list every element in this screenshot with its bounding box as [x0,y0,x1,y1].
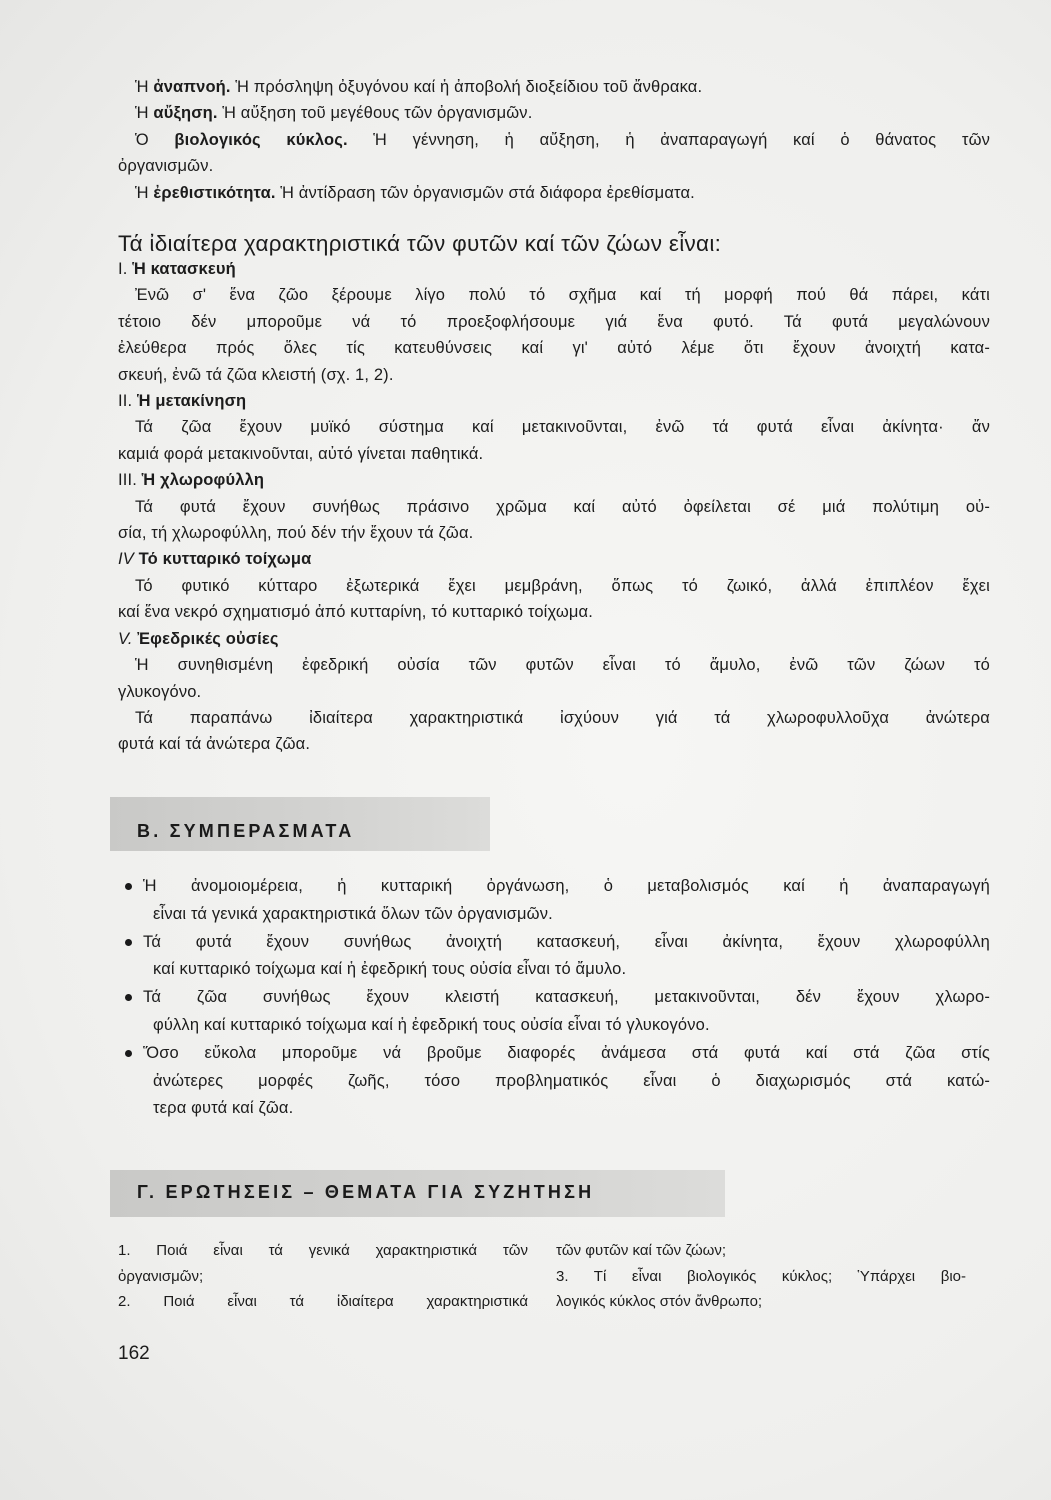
conclusions-list [118,873,990,1123]
bullet-continuation: τερα φυτά καί ζῶα. [153,1099,294,1118]
section-b-title: Β. ΣΥΜΠΕΡΑΣΜΑΤΑ [137,821,355,841]
characteristic-name: Ἡ χλωροφύλλη [141,471,265,490]
definitions [118,74,990,206]
conclusion-item [118,929,990,985]
characteristic-numeral: I. [118,260,128,278]
question-line: 1. Ποιά εἶναι τά γενικά χαρακτηριστικά τῶν [118,1242,528,1259]
characteristic-numeral: II. [118,392,133,411]
characteristic-numeral: V. [118,629,133,648]
paragraph-line: τέτοιο δέν μποροῦμε νά τό προεξοφλήσουμε γιά ἕνα φυτό. Τά φυτά μεγαλώνουν [118,312,990,331]
paragraph-line: γλυκογόνο. [118,682,202,701]
characteristic-title [118,256,990,282]
bullet-continuation: καί κυτταρικό τοίχωμα καί ἡ ἐφεδρική τους οὐσία εἶναι τό ἄμυλο. [153,960,627,979]
paragraph-line: Τά ζῶα ἔχουν μυϊκό σύστημα καί μετακινοῦνται, ἐνῶ τά φυτά εἶναι ἀκίνητα· ἄν [135,418,990,437]
paragraph-line: καμιά φορά μετακινοῦνται, αὐτό γίνεται παθητικά. [118,444,484,463]
paragraph-line: Τά φυτά ἔχουν συνήθως πράσινο χρῶμα καί αὐτό ὀφείλεται σέ μιά πολύτιμη οὐ- [135,497,990,516]
definition-prefix: Ἡ [135,183,154,202]
definition-term: ἀναπνοή. [153,78,231,96]
definition-line [118,100,990,126]
paragraph-line: Ἐνῶ σ' ἕνα ζῶο ξέρουμε λίγο πολύ τό σχῆμα καί τή μορφή πού θά πάρει, κάτι [135,286,990,305]
conclusion-item [118,873,990,929]
paragraph-line: Τό φυτικό κύτταρο ἐξωτερικά ἔχει μεμβράνη, ὅπως τό ζωικό, ἀλλά ἐπιπλέον ἔχει [135,576,990,595]
bullet-line: Τά φυτά ἔχουν συνήθως ἀνοιχτή κατασκευή, εἶναι ἀκίνητα, ἔχουν χλωροφύλλη [118,929,990,957]
questions-left-column [118,1238,528,1315]
characteristic-title [118,546,990,572]
definition-text: Ἡ γέννηση, ἡ αὔξηση, ἡ ἀναπαραγωγή καί ὁ θάνατος τῶν [347,130,990,149]
questions-right-column [556,1238,966,1315]
characteristics-section [118,230,990,758]
paragraph-line: Τά παραπάνω ἰδιαίτερα χαρακτηριστικά ἰσχύουν γιά τά χλωροφυλλοῦχα ἀνώτερα [135,708,990,727]
conclusion-item [118,984,990,1040]
paragraph-line: ἐλεύθερα πρός ὅλες τίς κατευθύνσεις καί γι' αὐτό λέμε ὅτι ἔχουν ἀνοιχτή κατα- [118,339,990,358]
characteristic-title [118,388,990,414]
bullet-continuation: ἀνώτερες μορφές ζωῆς, τόσο προβληματικός εἶναι ὁ διαχωρισμός στά κατώ- [153,1071,990,1090]
question-line: τῶν φυτῶν καί τῶν ζώων; [556,1242,727,1259]
definition-text: Ἡ πρόσληψη ὀξυγόνου καί ἡ ἀποβολή διοξείδιου τοῦ ἄνθρακα. [230,78,703,96]
question-line: λογικός κύκλος στόν ἄνθρωπο; [556,1293,763,1310]
definition-prefix: Ὁ [135,130,175,149]
paragraph-line: σκευή, ἐνῶ τά ζῶα κλειστή (σχ. 1, 2). [118,365,394,384]
characteristic-name: Ἐφεδρικές οὐσίες [137,629,279,648]
section-b-header [110,797,490,851]
bullet-line: Ὅσο εὔκολα μποροῦμε νά βροῦμε διαφορές ἀνάμεσα στά φυτά καί στά ζῶα στίς [118,1040,990,1068]
definition-prefix: Ἡ [135,78,154,96]
characteristic-name: Ἡ μετακίνηση [136,392,247,411]
question-line: 2. Ποιά εἶναι τά ἰδιαίτερα χαρακτηριστικά [118,1293,528,1310]
definition-term: βιολογικός κύκλος. [174,130,348,149]
bullet-continuation: εἶναι τά γενικά χαρακτηριστικά ὅλων τῶν ὀργανισμῶν. [153,904,553,923]
definition-text: Ἡ αὔξηση τοῦ μεγέθους τῶν ὀργανισμῶν. [217,104,533,123]
characteristic-title [118,467,990,493]
definition-line [118,153,990,179]
definition-text: Ἡ ἀντίδραση τῶν ὀργανισμῶν στά διάφορα ἐρεθίσματα. [275,183,695,202]
paragraph-line: Ἡ συνηθισμένη ἐφεδρική οὐσία τῶν φυτῶν εἶναι τό ἄμυλο, ἐνῶ τῶν ζώων τό [135,656,990,675]
definition-text: ὀργανισμῶν. [118,157,214,176]
characteristic-numeral: IV [118,550,134,569]
conclusion-item [118,1040,990,1123]
bullet-continuation: φύλλη καί κυτταρικό τοίχωμα καί ἡ ἐφεδρική τους οὐσία εἶναι τό γλυκογόνο. [153,1015,710,1034]
section-c-title: Γ. ΕΡΩΤΗΣΕΙΣ – ΘΕΜΑΤΑ ΓΙΑ ΣΥΖΗΤΗΣΗ [137,1182,595,1202]
definition-term: αὔξηση. [153,104,218,123]
definition-line [118,74,990,100]
question-line: 3. Τί εἶναι βιολογικός κύκλος; Ὑπάρχει βιο- [556,1267,966,1285]
bullet-line: Τά ζῶα συνήθως ἔχουν κλειστή κατασκευή, μετακινοῦνται, δέν ἔχουν χλωρο- [118,984,990,1012]
characteristics-heading: Τά ἰδιαίτερα χαρακτηριστικά τῶν φυτῶν καί τῶν ζώων εἶναι: [118,231,722,256]
section-c-header [110,1170,725,1217]
paragraph-line: καί ἕνα νεκρό σχηματισμό ἀπό κυτταρίνη, τό κυτταρικό τοίχωμα. [118,603,593,622]
definition-prefix: Ἡ [135,104,154,123]
characteristic-name: Ἡ κατασκευή [132,260,236,278]
definition-line [118,180,990,206]
question-line: ὀργανισμῶν; [118,1267,204,1285]
definition-term: ἐρεθιστικότητα. [153,183,276,202]
bullet-line: Ἡ ἀνομοιομέρεια, ἡ κυτταρική ὀργάνωση, ὁ μεταβολισμός καί ἡ ἀναπαραγωγή [118,873,990,901]
characteristic-numeral: III. [118,471,137,490]
definition-line [118,127,990,153]
paragraph-line: φυτά καί τά ἀνώτερα ζῶα. [118,735,311,754]
paragraph-line: σία, τή χλωροφύλλη, πού δέν τήν ἔχουν τά ζῶα. [118,524,474,543]
page-number: 162 [118,1343,150,1364]
characteristic-name: Τό κυτταρικό τοίχωμα [138,550,312,569]
characteristic-title [118,626,990,652]
